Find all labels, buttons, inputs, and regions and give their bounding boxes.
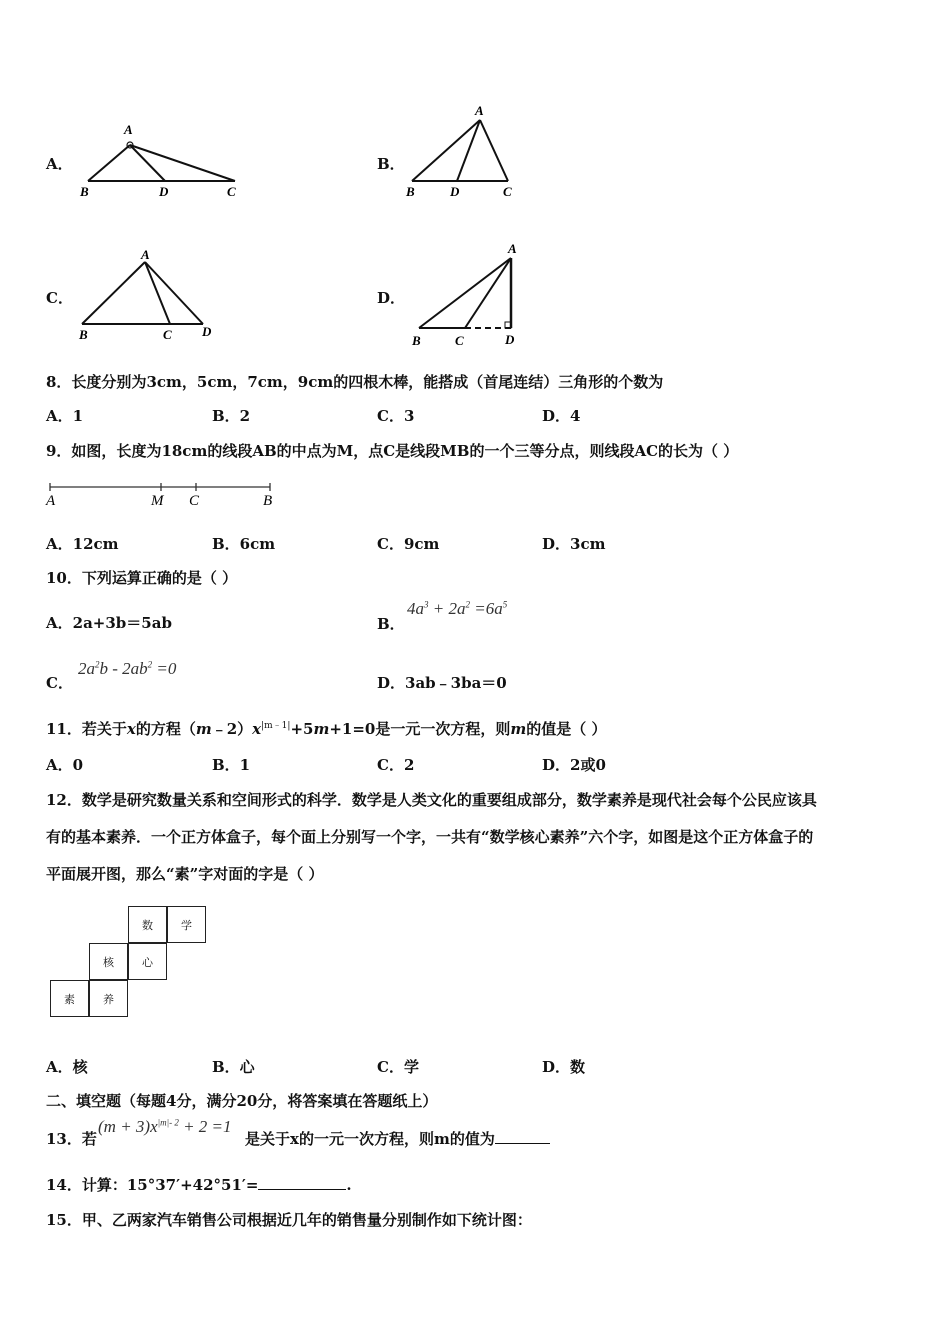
question-8-stem: 8．长度分别为3cm，5cm，7cm，9cm的四根木棒，能搭成（首尾连结）三角形的个数为: [46, 373, 664, 391]
point-label: A: [124, 122, 133, 137]
point-label: C: [227, 184, 236, 199]
point-label: A: [475, 103, 484, 118]
triangle-figure-a: [70, 118, 250, 203]
point-label: A: [141, 247, 150, 262]
question-10-stem: 10．下列运算正确的是（ ）: [46, 569, 238, 587]
question-14: 14．计算：15°37′+42°51′= .: [46, 1176, 352, 1194]
q10-option-b-label: B．: [377, 615, 405, 633]
q10-option-a: A．2a+3b＝5ab: [46, 614, 172, 632]
option-c-label: C．: [46, 289, 73, 307]
question-9-stem: 9．如图，长度为18cm的线段AB的中点为M，点C是线段MB的一个三等分点，则线段AC的长为（ ）: [46, 442, 739, 460]
q13-expression: $(m + 3)x^{|m|- 2} + 2 =1$: [98, 1117, 232, 1136]
point-label: B: [79, 327, 88, 342]
q12-option-a: A．核: [46, 1058, 88, 1076]
question-15-stem: 15．甲、乙两家汽车销售公司根据近几年的销售量分别制作如下统计图：: [46, 1211, 532, 1229]
segment-figure: [44, 478, 284, 513]
question-12-line-1: 12．数学是研究数量关系和空间形式的科学．数学是人类文化的重要组成部分，数学素养是现代社会每个公民应该具: [46, 791, 817, 809]
q10-option-c-expression: $2a^2b - 2ab^2 =0$: [78, 659, 177, 678]
q9-option-c: C．9cm: [377, 535, 440, 553]
q9-option-b: B．6cm: [212, 535, 276, 553]
point-label: C: [503, 184, 512, 199]
q11-option-d: D．2或0: [542, 756, 606, 774]
q12-option-d: D．数: [542, 1058, 586, 1076]
net-cell: 素: [50, 980, 89, 1017]
net-cell: 数: [128, 906, 167, 943]
q12-option-c: C．学: [377, 1058, 419, 1076]
point-label: B: [80, 184, 89, 199]
point-label: D: [202, 324, 212, 339]
q8-option-d: D．4: [542, 407, 581, 425]
answer-blank[interactable]: [495, 1143, 550, 1144]
question-12-line-3: 平面展开图，那么“素”字对面的字是（ ）: [46, 865, 324, 883]
net-cell: 核: [89, 943, 128, 980]
triangle-figure-d: [405, 238, 535, 350]
point-label: C: [455, 333, 464, 348]
net-cell: 养: [89, 980, 128, 1017]
point-label: C: [163, 327, 172, 342]
option-b-label: B．: [377, 155, 405, 173]
triangle-figure-b: [400, 98, 530, 203]
q10-option-b-expression: $4a^3 + 2a^2 =6a^5$: [407, 599, 508, 618]
point-label: A: [46, 493, 56, 509]
q8-option-a: A．1: [46, 407, 84, 425]
question-13-post: 是关于x的一元一次方程，则m的值为: [245, 1128, 550, 1149]
q12-option-b: B．心: [212, 1058, 255, 1076]
net-cell: 学: [167, 906, 206, 943]
point-label: A: [508, 241, 517, 256]
point-label: M: [151, 493, 164, 509]
q11-option-c: C．2: [377, 756, 415, 774]
q11-option-b: B．1: [212, 756, 251, 774]
point-label: D: [159, 184, 169, 199]
option-d-label: D．: [377, 289, 406, 307]
point-label: D: [505, 332, 515, 347]
q11-option-a: A．0: [46, 756, 84, 774]
point-label: C: [189, 493, 200, 509]
point-label: B: [406, 184, 415, 199]
q9-option-a: A．12cm: [46, 535, 119, 553]
option-a-label: A．: [46, 155, 73, 173]
point-label: D: [450, 184, 460, 199]
question-13-pre: 13．若: [46, 1130, 97, 1148]
answer-blank[interactable]: [258, 1189, 346, 1190]
q9-option-d: D．3cm: [542, 535, 606, 553]
question-12-line-2: 有的基本素养．一个正方体盒子，每个面上分别写一个字，一共有“数学核心素养”六个字，如图是这个正方体盒子的: [46, 828, 814, 846]
point-label: B: [263, 493, 273, 509]
q8-option-b: B．2: [212, 407, 251, 425]
q10-option-d: D．3ab﹣3ba＝0: [377, 674, 507, 692]
triangle-figure-c: [70, 244, 230, 349]
point-label: B: [412, 333, 421, 348]
q8-option-c: C．3: [377, 407, 415, 425]
q10-option-c-label: C．: [46, 674, 73, 692]
net-cell: 心: [128, 943, 167, 980]
section-heading: 二、填空题（每题4分，满分20分，将答案填在答题纸上）: [46, 1092, 438, 1110]
question-11-stem: 11．若关于x的方程$(m﹣2)x^{|m﹣1|}+5m+1=0$是一元一次方程，则m的值是（ ）: [46, 720, 607, 738]
cube-net-figure: [50, 906, 210, 1018]
